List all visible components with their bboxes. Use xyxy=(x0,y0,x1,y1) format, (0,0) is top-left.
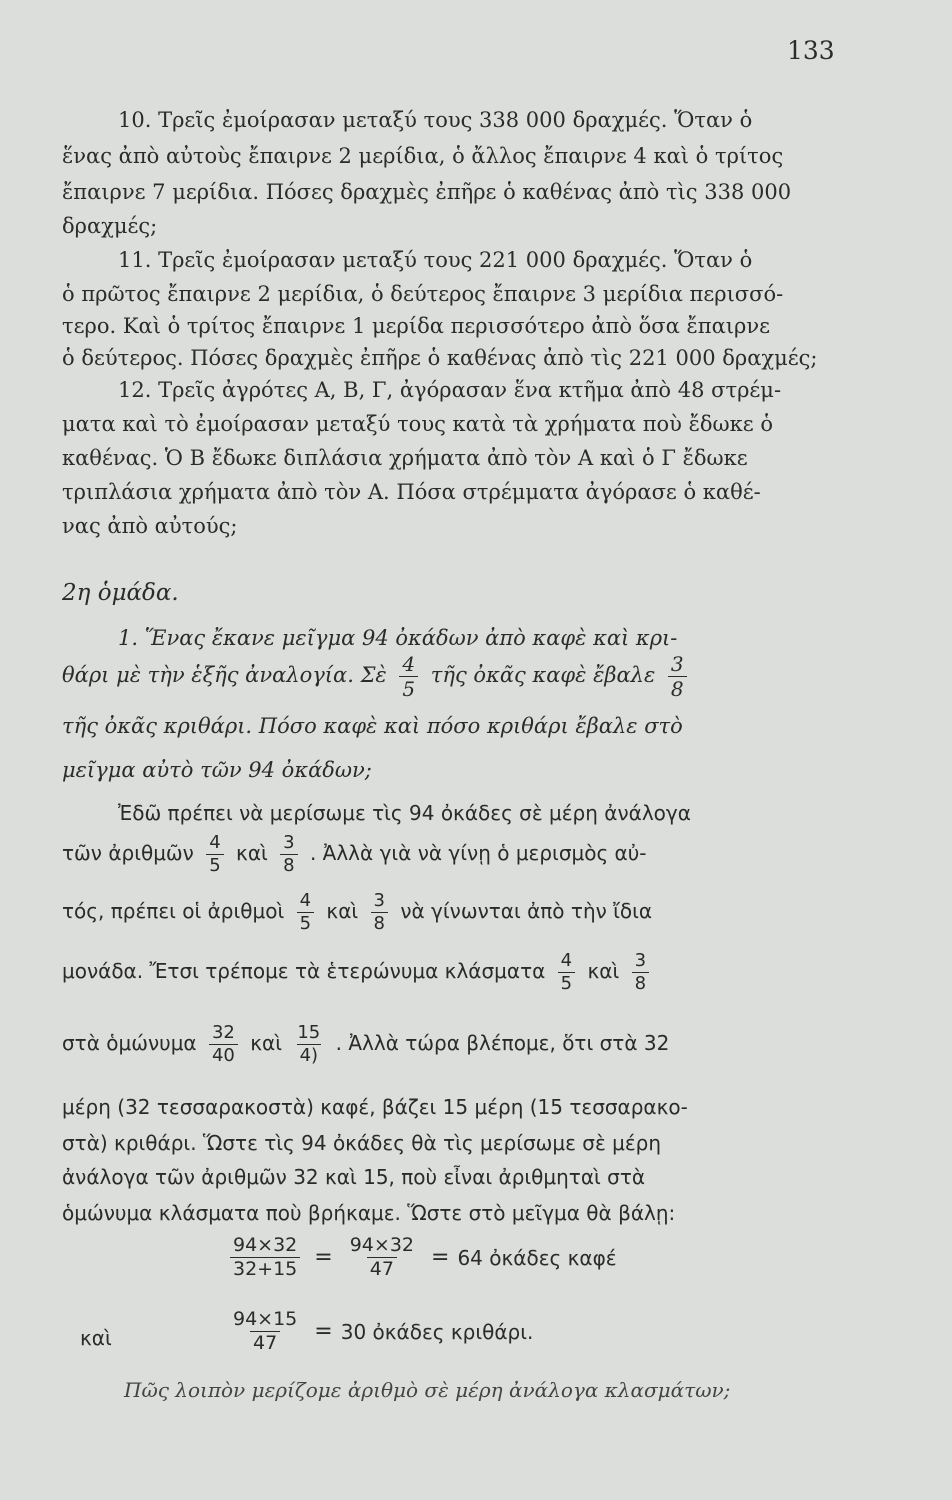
denominator: 5 xyxy=(206,854,223,875)
section-heading: 2η ὁμάδα. xyxy=(62,580,179,606)
numerator: 15 xyxy=(297,1022,321,1043)
numerator: 3 xyxy=(373,890,385,911)
solution-text: καὶ xyxy=(236,841,268,865)
numerator: 4 xyxy=(299,890,312,911)
denominator: 8 xyxy=(632,972,649,993)
text-line: δραχμές; xyxy=(62,214,158,238)
solution-text: μονάδα. Ἔτσι τρέπομε τὰ ἑτερώνυμα κλάσματα xyxy=(62,959,546,983)
denominator: 5 xyxy=(399,676,418,699)
denominator: 5 xyxy=(558,972,575,993)
numerator: 94×32 xyxy=(233,1234,298,1256)
fraction xyxy=(347,1236,417,1279)
kai-label: καὶ xyxy=(80,1326,112,1350)
text-line: καθένας. Ὁ Β ἔδωκε διπλάσια χρήματα ἀπὸ τὸν Α καὶ ὁ Γ ἔδωκε xyxy=(62,446,748,470)
solution-line: Ἐδῶ πρέπει νὰ μερίσωμε τὶς 94 ὀκάδες σὲ μέρη ἀνάλογα xyxy=(118,801,691,825)
denominator: 8 xyxy=(371,912,388,933)
fraction xyxy=(668,654,687,699)
closing-question: Πῶς λοιπὸν μερίζομε ἀριθμὸ σὲ μέρη ἀνάλογα κλασμάτων; xyxy=(124,1378,731,1402)
text-line: τερο. Καὶ ὁ τρίτος ἔπαιρνε 1 μερίδα περισσότερο ἀπὸ ὅσα ἔπαιρνε xyxy=(62,314,770,338)
page-number: 133 xyxy=(787,36,835,65)
fraction xyxy=(297,892,314,933)
equals-sign: = xyxy=(314,1319,333,1344)
solution-line xyxy=(62,952,842,993)
fraction xyxy=(399,654,418,699)
problem-text: θάρι μὲ τὴν ἑξῆς ἀναλογία. Σὲ xyxy=(62,663,387,687)
denominator: 32+15 xyxy=(230,1257,300,1279)
solution-text: . Ἀλλὰ γιὰ νὰ γίνῃ ὁ μερισμὸς αὐ- xyxy=(309,841,647,865)
solution-text: . Ἀλλὰ τώρα βλέπομε, ὅτι στὰ 32 xyxy=(335,1031,670,1055)
numerator: 4 xyxy=(560,950,573,971)
fraction xyxy=(632,952,649,993)
denominator: 47 xyxy=(250,1331,280,1353)
fraction xyxy=(558,952,575,993)
solution-text: καὶ xyxy=(250,1031,282,1055)
equation-coffee xyxy=(224,1236,617,1279)
text-line: ματα καὶ τὸ ἐμοίρασαν μεταξύ τους κατὰ τὰ χρήματα ποὺ ἔδωκε ὁ xyxy=(62,412,773,436)
equals-sign: = xyxy=(314,1245,333,1270)
denominator: 8 xyxy=(668,676,687,699)
fraction xyxy=(294,1024,323,1065)
fraction xyxy=(209,1024,238,1065)
solution-text: νὰ γίνωνται ἀπὸ τὴν ἴδια xyxy=(400,899,653,923)
text-line: 11. Τρεῖς ἐμοίρασαν μεταξύ τους 221 000 δραχμές. Ὅταν ὁ xyxy=(118,248,753,272)
solution-text: καὶ xyxy=(326,899,359,923)
problem-line: 1. Ἕνας ἔκανε μεῖγμα 94 ὀκάδων ἀπὸ καφὲ καὶ κρι- xyxy=(118,626,678,650)
solution-line xyxy=(62,834,842,875)
solution-text: τῶν ἀριθμῶν xyxy=(62,841,194,865)
text-line: ὁ πρῶτος ἔπαιρνε 2 μερίδια, ὁ δεύτερος ἔπαιρνε 3 μερίδια περισσό- xyxy=(62,282,784,306)
numerator: 3 xyxy=(634,950,647,971)
denominator: 40 xyxy=(209,1044,238,1065)
solution-line: μέρη (32 τεσσαρακοστὰ) καφέ, βάζει 15 μέρη (15 τεσσαρακο- xyxy=(62,1095,688,1119)
denominator: 4) xyxy=(297,1044,321,1065)
denominator: 8 xyxy=(280,854,297,875)
problem-line xyxy=(62,654,852,699)
numerator: 3 xyxy=(283,832,295,853)
text-line: τριπλάσια χρήματα ἀπὸ τὸν Α. Πόσα στρέμματα ἀγόρασε ὁ καθέ- xyxy=(62,480,761,504)
problem-line: μεῖγμα αὐτὸ τῶν 94 ὀκάδων; xyxy=(62,758,372,782)
numerator: 3 xyxy=(670,652,684,676)
equation-barley xyxy=(224,1310,533,1353)
solution-text: τός, πρέπει οἱ ἀριθμοὶ xyxy=(62,899,285,923)
solution-text: στὰ ὁμώνυμα xyxy=(62,1031,197,1055)
fraction xyxy=(280,834,297,875)
equation-result: 30 ὀκάδες κριθάρι. xyxy=(340,1319,534,1344)
text-line: 12. Τρεῖς ἀγρότες Α, Β, Γ, ἀγόρασαν ἕνα κτῆμα ἀπὸ 48 στρέμ- xyxy=(118,378,782,402)
fraction xyxy=(371,892,388,933)
numerator: 4 xyxy=(209,832,221,853)
problem-line: τῆς ὀκᾶς κριθάρι. Πόσο καφὲ καὶ πόσο κριθάρι ἔβαλε στὸ xyxy=(62,714,683,738)
problem-text: τῆς ὀκᾶς καφὲ ἔβαλε xyxy=(430,663,656,687)
fraction xyxy=(206,834,223,875)
text-line: ὁ δεύτερος. Πόσες δραχμὲς ἐπῆρε ὁ καθένας ἀπὸ τὶς 221 000 δραχμές; xyxy=(62,346,818,370)
text-line: νας ἀπὸ αὐτούς; xyxy=(62,514,238,538)
fraction xyxy=(230,1236,300,1279)
text-line: 10. Τρεῖς ἐμοίρασαν μεταξύ τους 338 000 δραχμές. Ὅταν ὁ xyxy=(118,108,753,132)
solution-line: ὁμώνυμα κλάσματα ποὺ βρήκαμε. Ὥστε στὸ μεῖγμα θὰ βάλῃ: xyxy=(62,1201,676,1225)
solution-line xyxy=(62,892,842,933)
denominator: 5 xyxy=(297,912,314,933)
solution-line xyxy=(62,1024,842,1065)
text-line: ἕνας ἀπὸ αὐτοὺς ἔπαιρνε 2 μερίδια, ὁ ἄλλος ἔπαιρνε 4 καὶ ὁ τρίτος xyxy=(62,144,784,168)
solution-text: καὶ xyxy=(587,959,620,983)
fraction xyxy=(230,1310,300,1353)
solution-line: στὰ) κριθάρι. Ὥστε τὶς 94 ὀκάδες θὰ τὶς μερίσωμε σὲ μέρη xyxy=(62,1131,662,1155)
numerator: 94×15 xyxy=(233,1308,298,1330)
numerator: 32 xyxy=(211,1022,235,1043)
text-line: ἔπαιρνε 7 μερίδια. Πόσες δραχμὲς ἐπῆρε ὁ καθένας ἀπὸ τὶς 338 000 xyxy=(62,180,792,204)
solution-line: ἀνάλογα τῶν ἀριθμῶν 32 καὶ 15, ποὺ εἶναι ἀριθμηταὶ στὰ xyxy=(62,1165,646,1189)
equation-result: 64 ὀκάδες καφέ xyxy=(457,1245,617,1270)
numerator: 4 xyxy=(402,652,416,676)
equals-sign: = xyxy=(431,1245,450,1270)
denominator: 47 xyxy=(367,1257,397,1279)
numerator: 94×32 xyxy=(349,1234,414,1256)
